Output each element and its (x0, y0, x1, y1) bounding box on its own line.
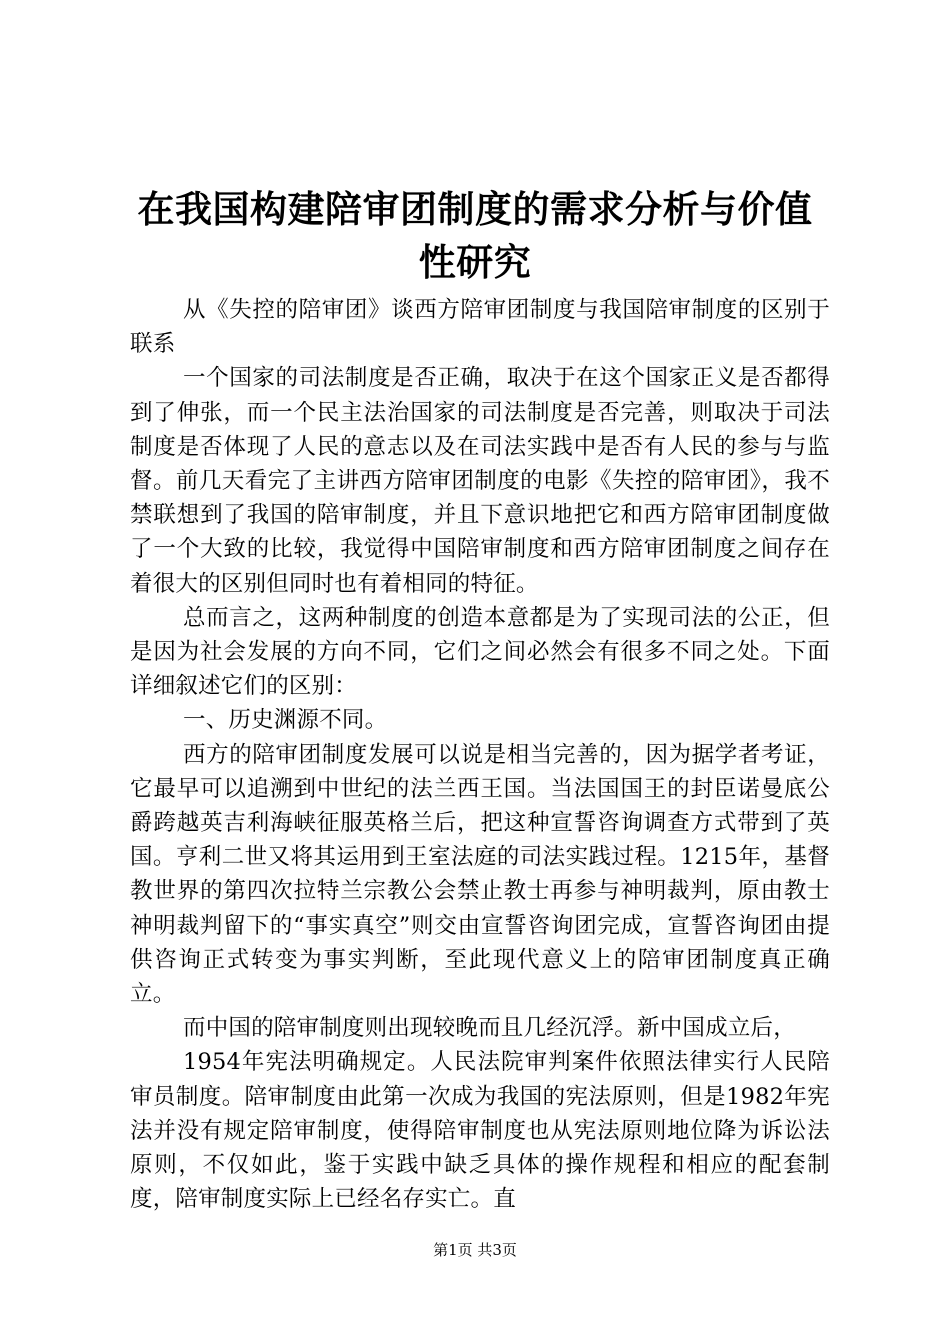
page-footer: 第1页 共3页 (433, 1241, 517, 1259)
document-body (130, 293, 830, 1216)
paragraph-western-history: 西方的陪审团制度发展可以说是相当完善的，因为据学者考证，它最早可以追溯到中世纪的法兰西王国。当法国国王的封臣诺曼底公爵跨越英吉利海峡征服英格兰后，把这种宣誓咨询调查方式带到了英国。亨利二世又将其运用到王室法庭的司法实践过程。1215年，基督教世界的第四次拉特兰宗教公会禁止教士再参与神明裁判，原由教士神明裁判留下的“事实真空”则交由宣誓咨询团完成，宣誓咨询团由提供咨询正式转变为事实判断，至此现代意义上的陪审团制度真正确立。 (130, 741, 830, 1008)
paragraph-china-history: 而中国的陪审制度则出现较晚而且几经沉浮。新中国成立后， (183, 1015, 796, 1042)
paragraph-intro: 一个国家的司法制度是否正确，取决于在这个国家正义是否都得到了伸张，而一个民主法治国家的司法制度是否完善，则取决于司法制度是否体现了人民的意志以及在司法实践中是否有人民的参与与监督。前几天看完了主讲西方陪审团制度的电影《失控的陪审团》，我不禁联想到了我国的陪审制度，并且下意识地把它和西方陪审团制度做了一个大致的比较，我觉得中国陪审制度和西方陪审团制度之间存在着很大的区别但同时也有着相同的特征。 (130, 365, 830, 597)
paragraph-summary: 总而言之，这两种制度的创造本意都是为了实现司法的公正，但是因为社会发展的方向不同，它们之间必然会有很多不同之处。下面详细叙述它们的区别： (130, 604, 830, 700)
paragraph-constitution: 1954年宪法明确规定。人民法院审判案件依照法律实行人民陪审员制度。陪审制度由此第一次成为我国的宪法原则，但是1982年宪法并没有规定陪审制度，使得陪审制度也从宪法原则地位降为诉讼法原则，不仅如此，鉴于实践中缺乏具体的操作规程和相应的配套制度，陪审制度实际上已经名存实亡。直 (130, 1049, 830, 1213)
paragraph-subtitle: 从《失控的陪审团》谈西方陪审团制度与我国陪审制度的区别于联系 (130, 297, 830, 358)
section-heading-history: 一、历史渊源不同。 (183, 707, 388, 734)
document-title: 在我国构建陪审团制度的需求分析与价值性研究 (137, 188, 813, 284)
